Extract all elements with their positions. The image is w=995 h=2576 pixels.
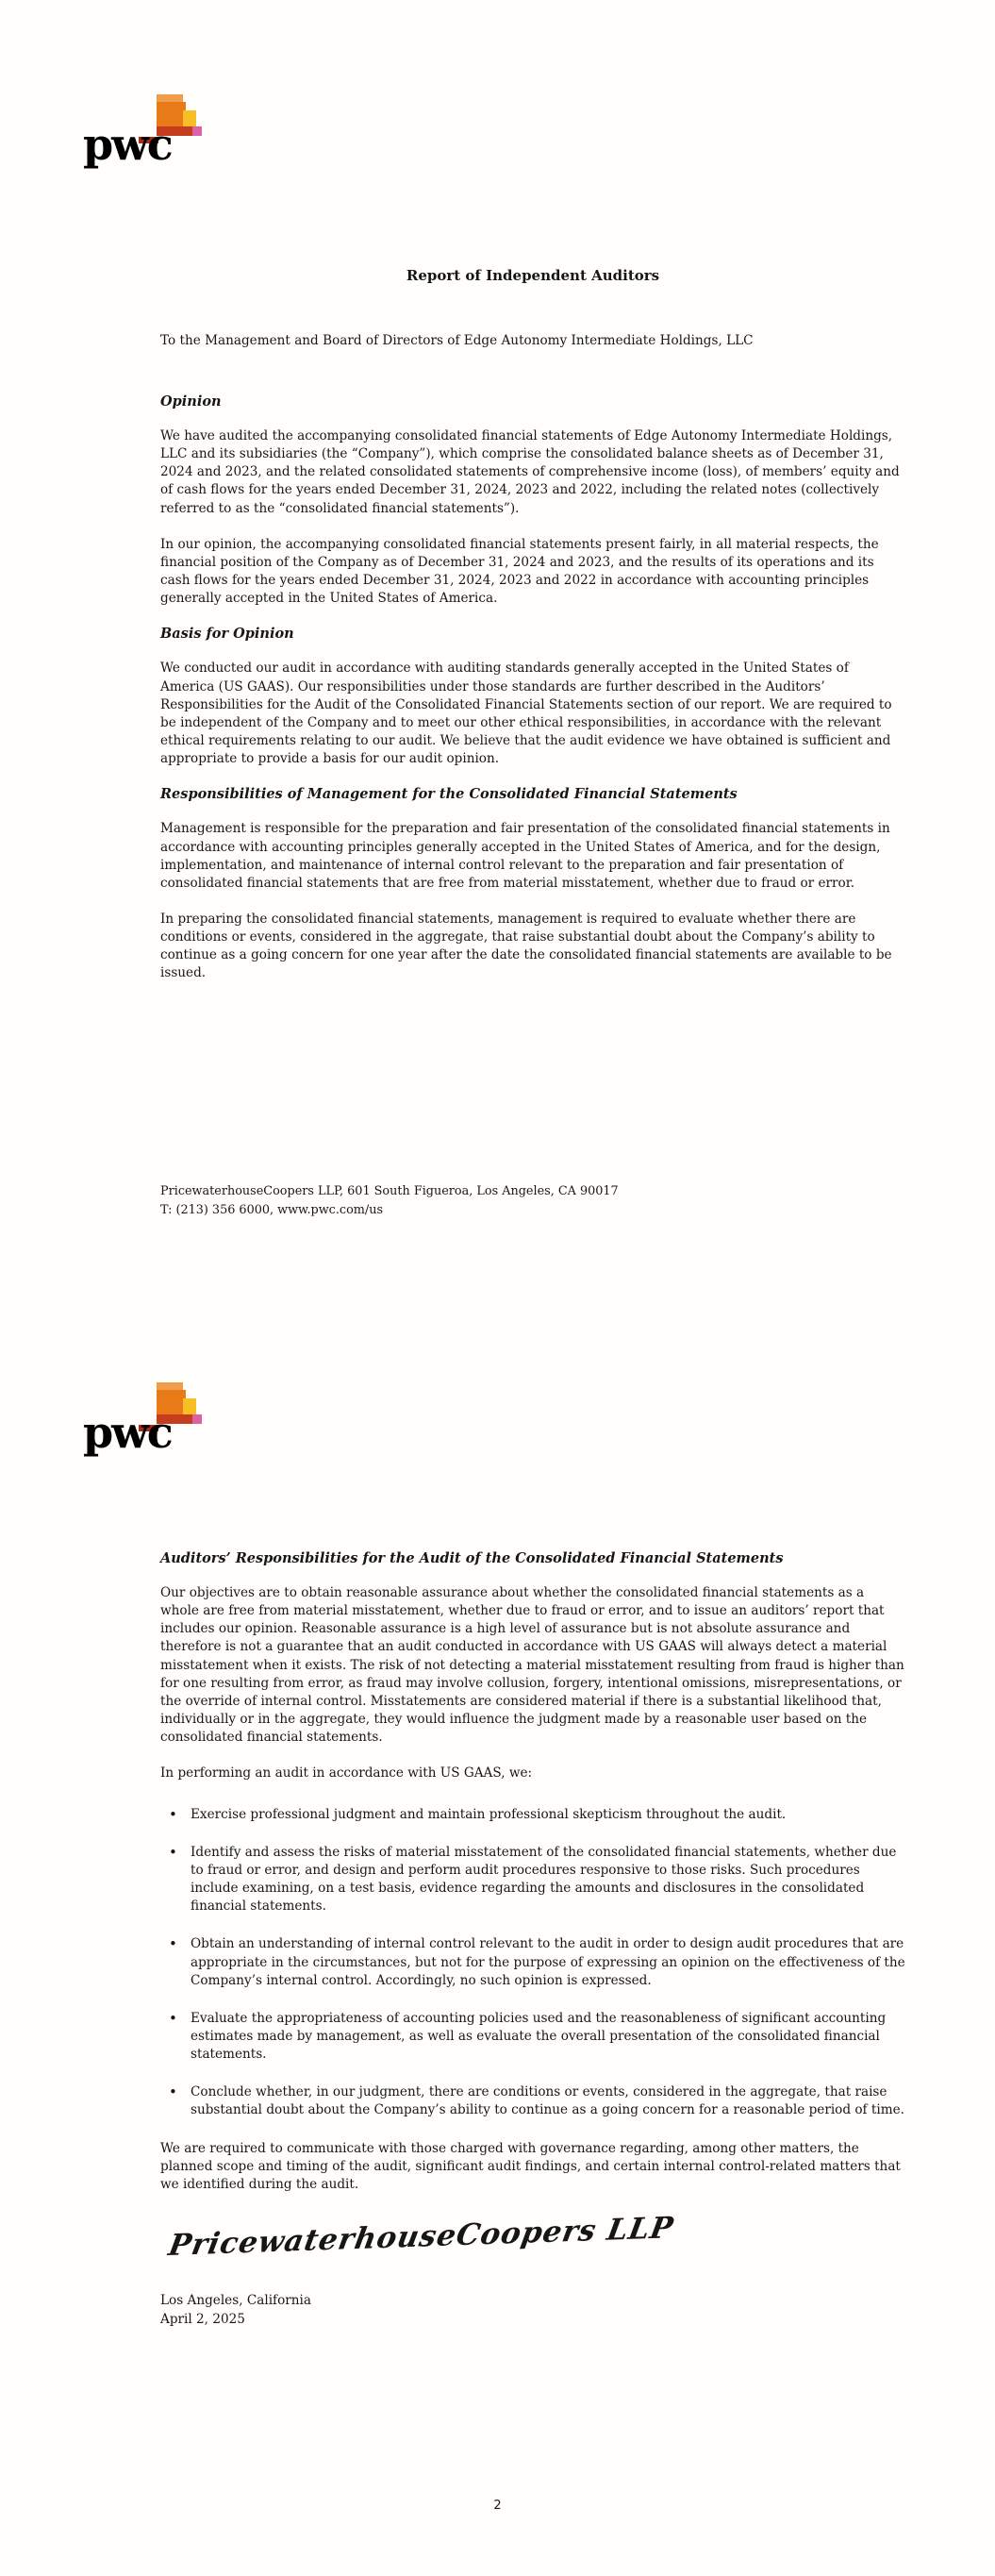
governance-communication-paragraph: We are required to communicate with those charged with governance regarding, among other matters, the planned scope and timing of the audit, significant audit findings, and certain internal control-related matters that we identified during the audit.	[160, 2140, 901, 2192]
opinion-paragraph-2: In our opinion, the accompanying consolidated financial statements present fairly, in all material respects, the financial position of the Company as of December 31, 2024 and 2023, and the results of its operations and its cash flows for the years ended December 31, 2024, 2023 and 2022 in accordance with accounting principles generally accepted in the United States of America.	[160, 536, 879, 607]
logo-block-pink	[192, 1414, 202, 1424]
addressee-line: To the Management and Board of Directors of Edge Autonomy Intermediate Holdings, LLC	[160, 333, 754, 348]
pwc-logo	[83, 1382, 253, 1467]
audit-procedure-bullet: • Obtain an understanding of internal control relevant to the audit in order to design audit procedures that are appropriate in the circumstances, but not for the purpose of expressing an opinion on the effectiveness of the Company’s internal control. Accordingly, no such opinion is expressed.	[160, 1935, 905, 1989]
gaas-intro-line: In performing an audit in accordance with US GAAS, we:	[160, 1765, 533, 1781]
pwc-wordmark: pwc	[83, 1407, 172, 1458]
pwc-wordmark: pwc	[83, 119, 172, 170]
management-responsibilities-paragraph-2: In preparing the consolidated financial statements, management is required to evaluate whether there are conditions or events, considered in the aggregate, that raise substantial doubt about the Company’s ability to continue as a going concern for one year after the date the consolidated financial statements are available to be issued.	[160, 911, 892, 981]
basis-for-opinion-paragraph: We conducted our audit in accordance with auditing standards generally accepted in the United States of America (US GAAS). Our responsibilities under those standards are further described in the Auditors’ Responsibilities for the Audit of the Consolidated Financial Statements section of our report. We are required to be independent of the Company and to meet our other ethical responsibilities, in accordance with the relevant ethical requirements relating to our audit. We believe that the audit evidence we have obtained is sufficient and appropriate to provide a basis for our audit opinion.	[160, 661, 892, 767]
signature-city: Los Angeles, California	[160, 2293, 311, 2309]
audit-procedure-bullet: • Exercise professional judgment and maintain professional skepticism throughout the audit.	[160, 1806, 905, 1824]
logo-block-pink	[192, 126, 202, 136]
auditors-responsibilities-paragraph: Our objectives are to obtain reasonable assurance about whether the consolidated financial statements as a whole are free from material misstatement, whether due to fraud or error, and to issue an auditors’ report that includes our opinion. Reasonable assurance is a high level of assurance but is not absolute assurance and therefore is not a guarantee that an audit conducted in accordance with US GAAS will always detect a material misstatement when it exists. The risk of not detecting a material misstatement resulting from fraud is higher than for one resulting from error, as fraud may involve collusion, forgery, intentional omissions, misrepresentations, or the override of internal control. Misstatements are considered material if there is a substantial likelihood that, individually or in the aggregate, they would influence the judgment made by a reasonable user based on the consolidated financial statements.	[160, 1585, 904, 1746]
audit-procedure-bullet: • Conclude whether, in our judgment, there are conditions or events, considered in the aggregate, that raise substantial doubt about the Company’s ability to continue as a going concern for a reasonable period of time.	[160, 2083, 905, 2119]
auditors-responsibilities-heading: Auditors’ Responsibilities for the Audit of the Consolidated Financial Statements	[160, 1550, 784, 1566]
management-responsibilities-heading: Responsibilities of Management for the Consolidated Financial Statements	[160, 786, 738, 803]
opinion-heading: Opinion	[160, 393, 222, 410]
signature-date: April 2, 2025	[160, 2312, 245, 2328]
page-number: 2	[493, 2499, 502, 2513]
logo-block-yellow	[183, 1398, 196, 1415]
office-footer	[160, 1182, 619, 1220]
management-responsibilities-paragraph-1: Management is responsible for the preparation and fair presentation of the consolidated financial statements in accordance with accounting principles generally accepted in the United States of America, and for the design, implementation, and maintenance of internal control relevant to the preparation and fair presentation of consolidated financial statements that are free from material misstatement, whether due to fraud or error.	[160, 821, 890, 891]
pwc-logo	[83, 94, 253, 179]
audit-procedure-bullet: • Evaluate the appropriateness of accounting policies used and the reasonableness of significant accounting estimates made by management, as well as evaluate the overall presentation of the consolidated financial statements.	[160, 2010, 905, 2064]
report-title: Report of Independent Auditors	[406, 267, 660, 284]
office-phone-line: T: (213) 356 6000, www.pwc.com/us	[160, 1202, 384, 1217]
audit-procedures-list	[160, 1806, 905, 2120]
page-2	[0, 1288, 995, 2576]
office-address-line: PricewaterhouseCoopers LLP, 601 South Figueroa, Los Angeles, CA 90017	[160, 1184, 619, 1198]
signature-script: PricewaterhouseCoopers LLP	[166, 2211, 677, 2264]
audit-procedure-bullet: • Identify and assess the risks of material misstatement of the consolidated financial statements, whether due to fraud or error, and design and perform audit procedures responsive to those risks. Such procedures include examining, on a test basis, evidence regarding the amounts and disclosures in the consolidated financial statements.	[160, 1844, 905, 1916]
basis-for-opinion-heading: Basis for Opinion	[160, 626, 294, 643]
opinion-paragraph-1: We have audited the accompanying consolidated financial statements of Edge Autonomy Intermediate Holdings, LLC and its subsidiaries (the “Company”), which comprise the consolidated balance sheets as of December 31, 2024 and 2023, and the related consolidated statements of comprehensive income (loss), of members’ equity and of cash flows for the years ended December 31, 2024, 2023 and 2022, including the related notes (collectively referred to as the “consolidated financial statements”).	[160, 428, 900, 516]
logo-block-yellow	[183, 110, 196, 127]
